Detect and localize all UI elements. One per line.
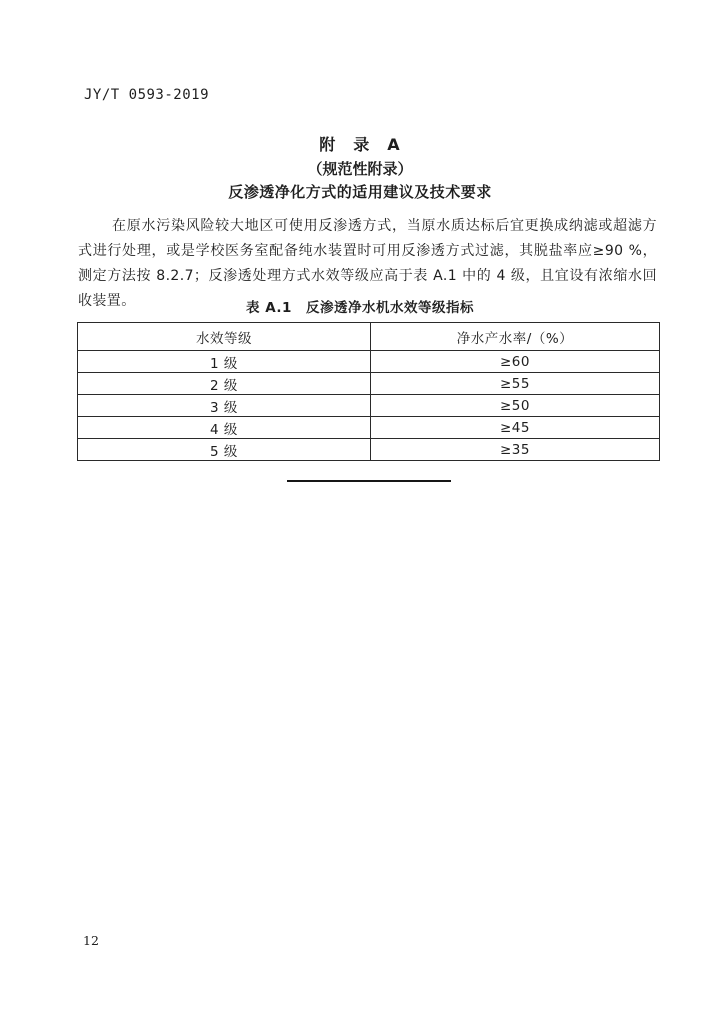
table-row <box>78 417 660 439</box>
grade-cell: 4 级 <box>78 417 371 439</box>
grade-cell: 1 级 <box>78 351 371 373</box>
column-header-grade: 水效等级 <box>78 323 371 351</box>
yield-cell: ≥45 <box>371 417 660 439</box>
appendix-heading: 反渗透净化方式的适用建议及技术要求 <box>228 183 492 201</box>
grade-cell: 2 级 <box>78 373 371 395</box>
yield-cell: ≥60 <box>371 351 660 373</box>
appendix-title: 附 录 A <box>319 135 401 154</box>
table-row <box>78 439 660 461</box>
yield-cell: ≥55 <box>371 373 660 395</box>
table-row <box>78 395 660 417</box>
grade-cell: 3 级 <box>78 395 371 417</box>
yield-cell: ≥35 <box>371 439 660 461</box>
grade-cell: 5 级 <box>78 439 371 461</box>
end-of-table-rule <box>287 480 451 482</box>
yield-cell: ≥50 <box>371 395 660 417</box>
table-row <box>78 373 660 395</box>
table-caption: 表 A.1 反渗透净水机水效等级指标 <box>246 300 474 316</box>
body-paragraph: 在原水污染风险较大地区可使用反渗透方式，当原水质达标后宜更换成纳滤或超滤方式进行处理，或是学校医务室配备纯水装置时可用反渗透方式过滤，其脱盐率应≥90 %，测定方法按 8.2.7；反渗透处理方式水效等级应高于表 A.1 中的 4 级，且宜设有浓缩水回收装置。 <box>78 218 657 309</box>
column-header-yield: 净水产水率/（%） <box>371 323 660 351</box>
standard-code: JY/T 0593-2019 <box>84 87 210 103</box>
table-header-row <box>78 323 660 351</box>
table-row <box>78 351 660 373</box>
page-number: 12 <box>83 933 99 948</box>
water-efficiency-table <box>77 322 660 461</box>
appendix-subtitle: （规范性附录） <box>307 160 413 178</box>
